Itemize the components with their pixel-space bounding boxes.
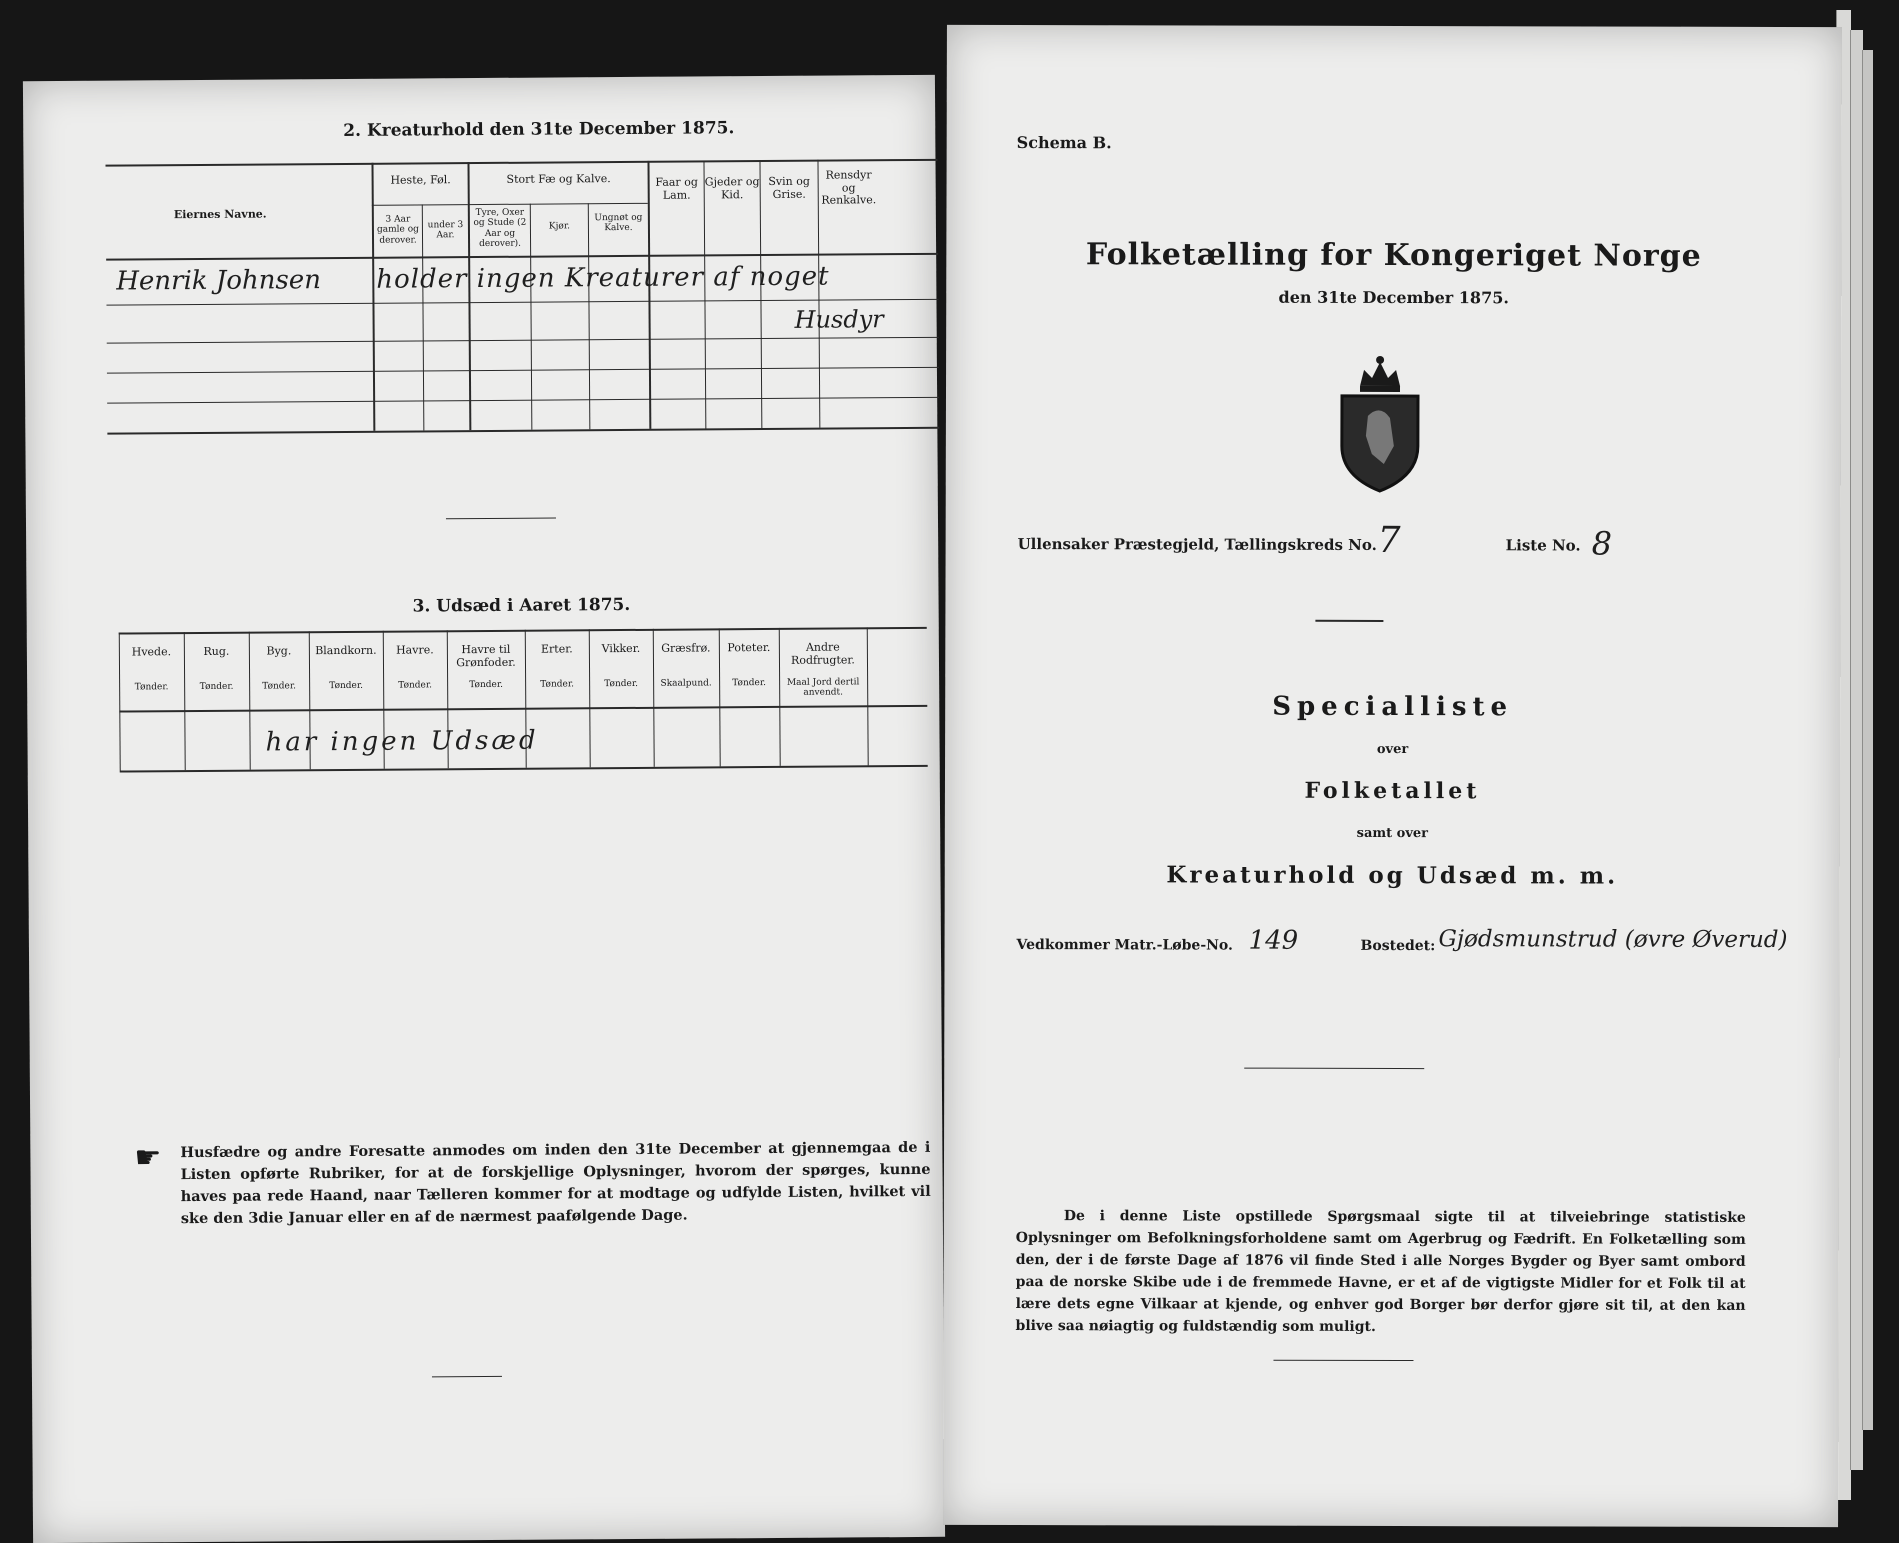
table3-col-unit: Tønder. [469, 679, 504, 691]
table3-col-header: Vikker. [601, 641, 641, 656]
table3-col-unit: Skaalpund. [660, 678, 712, 689]
table3-col-unit: Tønder. [398, 680, 433, 691]
bostedet-value: Gjødsmunstrud (øvre Øverud) [1438, 926, 1788, 954]
page-edge [1862, 50, 1873, 1430]
table2-col-rule [530, 204, 533, 430]
table3-col-header: Poteter. [727, 640, 771, 655]
section2-title: 2. Kreaturhold den 31te December 1875. [343, 118, 735, 141]
handwritten-livestock-note-2: Husdyr [794, 305, 884, 334]
table2-row-rule [107, 337, 939, 344]
table3-col-unit: Tønder. [329, 680, 364, 692]
col-heste-young: under 3 Aar. [427, 220, 464, 241]
table3-col-header: Erter. [540, 642, 573, 656]
col-stort-header: Stort Fæ og Kalve. [506, 172, 611, 186]
table3-col-unit: Maal Jord dertil anvendt. [786, 677, 860, 699]
table2-row-rule [107, 367, 939, 374]
table2-top-rule [105, 159, 937, 167]
table2-sub-rule [468, 203, 648, 205]
col-stort-kjor: Kjør. [548, 221, 571, 232]
notice-text: Husfædre og andre Foresatte anmodes om inden den 31te December at gjennemgaa de i Listen opførte Rubriker, for at de forskjellige Oplysninger, hvorom der spørges, kunne haves paa rede Haand, naar Tælleren kommer for at modtage og udfylde Listen, hvilket vil ske den 3die Januar eller en af de nærmest paafølgende Dage. [180, 1138, 931, 1228]
table3-col-header: Hvede. [131, 645, 172, 659]
specialliste-heading: Specialliste [1272, 691, 1514, 723]
table2-col-rule [371, 163, 375, 431]
bostedet-label: Bostedet: [1360, 937, 1436, 955]
census-date: den 31te December 1875. [1278, 287, 1509, 308]
over-text: over [1376, 741, 1409, 758]
table3-col-unit: Tønder. [732, 678, 767, 689]
section3-title: 3. Udsæd i Aaret 1875. [412, 594, 631, 617]
parish-label: Ullensaker Præstegjeld, Tællingskreds No. [1017, 535, 1377, 554]
table3-col-header: Græsfrø. [661, 641, 711, 655]
col-stort-ungnot: Ungnøt og Kalve. [594, 212, 643, 234]
schema-label: Schema B. [1016, 133, 1112, 153]
separator-rule [1315, 620, 1383, 622]
col-svin: Svin og Grise. [768, 174, 810, 201]
table3-col-header: Rug. [203, 644, 230, 658]
matr-number: 149 [1248, 925, 1299, 956]
table2-sub-rule [372, 204, 468, 206]
col-heste-header: Heste, Føl. [390, 173, 451, 187]
liste-label: Liste No. [1505, 536, 1581, 555]
table3-col-header: Havre til Grønfoder. [456, 642, 516, 669]
census-main-title: Folketælling for Kongeriget Norge [1085, 237, 1702, 274]
table3-col-unit: Tønder. [199, 681, 234, 692]
table3-top-rule [119, 627, 927, 635]
table3-col-unit: Tønder. [134, 682, 169, 693]
table3-col-unit: Tønder. [604, 678, 639, 690]
liste-number: 8 [1591, 524, 1613, 563]
table2-col-rule [588, 203, 591, 429]
table2-row-rule [107, 397, 939, 404]
table2-bottom-rule [107, 427, 939, 435]
footer-rule [432, 1376, 502, 1377]
col-heste-old: 3 Aar gamle og derover. [376, 214, 419, 246]
handwritten-livestock-note: holder ingen Kreaturer af noget [376, 261, 830, 295]
matr-label: Vedkommer Matr.-Løbe-No. [1016, 937, 1233, 954]
col-gjeder: Gjeder og Kid. [704, 175, 760, 201]
table3-col-unit: Tønder. [540, 679, 575, 690]
table3-header-rule [119, 705, 927, 713]
separator-rule [1244, 1068, 1424, 1069]
folketallet-heading: Folketallet [1304, 777, 1481, 805]
table3-col-header: Andre Rodfrugter. [790, 640, 855, 667]
table2-row-rule [106, 299, 938, 306]
right-page [943, 25, 1842, 1527]
col-rensdyr: Rensdyr og Renkalve. [821, 168, 877, 207]
norway-coat-of-arms-icon [1320, 346, 1440, 496]
table3-col-header: Havre. [396, 643, 434, 657]
table3-col-unit: Tønder. [262, 681, 297, 692]
table3-bottom-rule [120, 765, 928, 773]
footer-rule [1273, 1360, 1413, 1361]
separator-rule [446, 517, 556, 519]
handwritten-owner-name: Henrik Johnsen [116, 265, 322, 297]
pointing-hand-icon: ☛ [134, 1140, 162, 1176]
table3-col-header: Byg. [266, 644, 292, 658]
kreds-number: 7 [1377, 519, 1401, 562]
purpose-paragraph: De i denne Liste opstillede Spørgsmaal sigte til at tilveiebringe statistiske Oplysninger om Befolkningsforholdene samt om Agerbrug og Fædrift. En Folketælling som den, der i de første Dage af 1876 vil finde Sted i alle Norges Bygder og Byer samt ombord paa de norske Skibe ude i de fremmede Havne, er et af de vigtigste Midler for et Folk til at lære dets egne Vilkaar at kjende, og enhver god Borger bør derfor gjøre sit til, at den kan blive saa nøiagtig og fuldstændig som muligt. [1015, 1208, 1746, 1335]
kreaturhold-heading: Kreaturhold og Udsæd m. m. [1166, 861, 1619, 890]
col-faar: Faar og Lam. [655, 175, 698, 202]
samt-over-text: samt over [1356, 825, 1429, 842]
table2-header-rule [106, 253, 938, 261]
table3-col-header: Blandkorn. [315, 643, 377, 658]
left-page [23, 75, 945, 1543]
col-stort-tyre: Tyre, Oxer og Stude (2 Aar og derover). [473, 207, 527, 250]
col-owner-header: Eiernes Navne. [173, 207, 267, 222]
table2-col-rule [467, 162, 471, 430]
handwritten-sowing-note: har ingen Udsæd [265, 725, 539, 758]
